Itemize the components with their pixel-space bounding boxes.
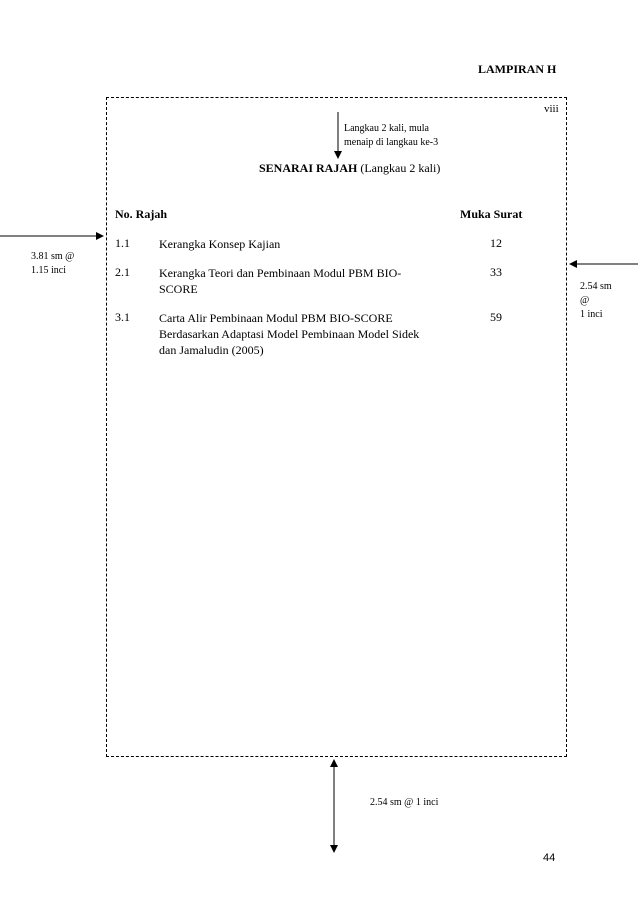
figure-number: 1.1 xyxy=(115,236,130,250)
right-margin-note-line3: 1 inci xyxy=(580,309,603,320)
figure-page: 33 xyxy=(490,265,502,279)
spacing-note-line2: menaip di langkau ke-3 xyxy=(344,137,439,148)
left-margin-note-line2: 1.15 inci xyxy=(31,265,66,276)
bottom-margin-note: 2.54 sm @ 1 inci xyxy=(370,797,439,808)
figure-page: 59 xyxy=(490,310,502,324)
figure-title-line: Carta Alir Pembinaan Modul PBM BIO-SCORE xyxy=(159,311,393,325)
page-title-note: (Langkau 2 kali) xyxy=(360,161,441,175)
appendix-label: LAMPIRAN H xyxy=(478,62,557,76)
figure-number: 2.1 xyxy=(115,265,130,279)
page-number: 44 xyxy=(543,852,556,864)
figure-title-line: Berdasarkan Adaptasi Model Pembinaan Model Sidek xyxy=(159,327,420,341)
right-margin-note-line2: @ xyxy=(580,295,590,306)
page-title-bold: SENARAI RAJAH xyxy=(259,161,358,175)
right-margin-note-line1: 2.54 sm xyxy=(580,281,612,292)
figure-title-line: SCORE xyxy=(159,282,198,296)
left-margin-note-line1: 3.81 sm @ xyxy=(31,251,75,262)
figure-page: 12 xyxy=(490,236,502,250)
figure-title-line: Kerangka Konsep Kajian xyxy=(159,237,281,251)
spacing-note-line1: Langkau 2 kali, mula xyxy=(344,123,429,134)
figure-title-line: Kerangka Teori dan Pembinaan Modul PBM BIO- xyxy=(159,266,402,280)
figure-title-line: dan Jamaludin (2005) xyxy=(159,343,264,357)
column-header-page: Muka Surat xyxy=(460,207,523,221)
roman-page-number: viii xyxy=(544,103,559,115)
column-header-figure-no: No. Rajah xyxy=(115,207,168,221)
figure-number: 3.1 xyxy=(115,310,130,324)
